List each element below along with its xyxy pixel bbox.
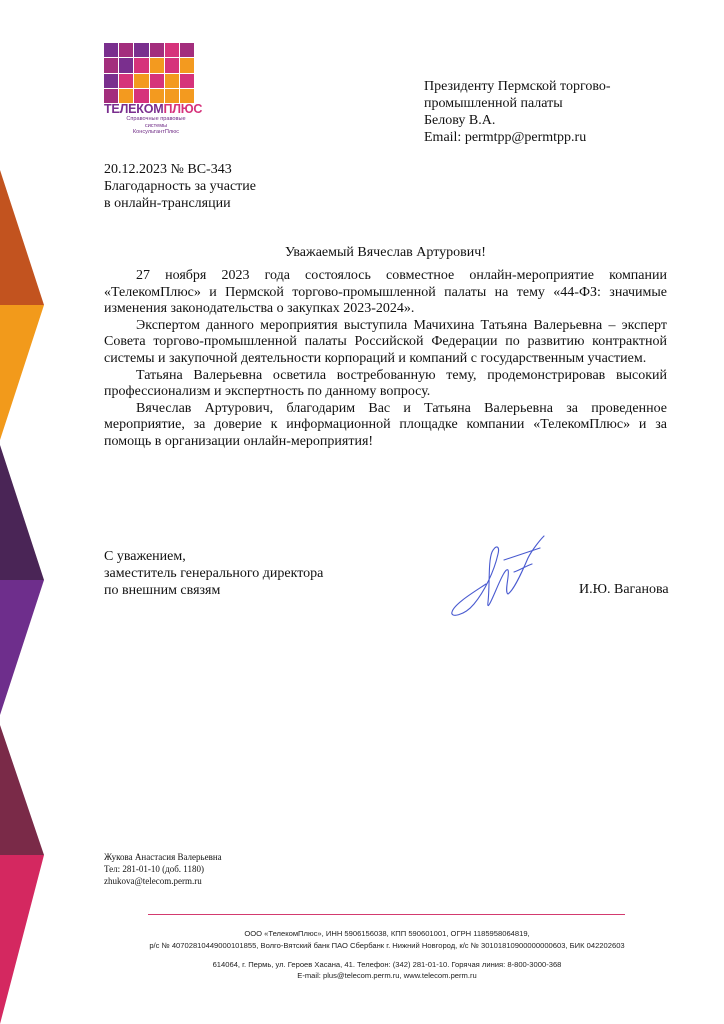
signoff-position: заместитель генерального директора — [104, 566, 324, 581]
handwritten-signature — [444, 532, 556, 622]
contact-phone: Тел: 281-01-10 (доб. 1180) — [104, 864, 204, 874]
letter-body — [104, 268, 667, 451]
contact-email: zhukova@telecom.perm.ru — [104, 876, 202, 886]
addressee-line3: Белову В.А. — [424, 113, 496, 128]
logo-tagline-line1: Справочные правовые системы — [126, 116, 186, 129]
body-paragraph-3: Татьяна Валерьевна осветила востребованную тему, продемонстрировав высокий профессионализм и экспертность по данному вопросу. — [104, 367, 667, 400]
logo-name-part2: ПЛЮС — [163, 102, 203, 116]
band-segment-orange — [0, 305, 44, 440]
contact-person — [104, 851, 222, 887]
greeting: Уважаемый Вячеслав Артурович! — [285, 245, 486, 260]
logo-tagline — [116, 116, 196, 136]
addressee-email: Email: permtpp@permtpp.ru — [424, 130, 587, 145]
signoff-regards: С уважением, — [104, 549, 186, 564]
decorative-side-band — [0, 0, 44, 1024]
logo-tagline-line2: КонсультантПлюс — [132, 129, 180, 136]
body-paragraph-4: Вячеслав Артурович, благодарим Вас и Татьяна Валерьевна за проведенное мероприятие, за доверие к информационной площадке компании «ТелекомПлюс» и за помощь в организации онлайн-мероприятия! — [104, 400, 667, 449]
company-logo-name — [104, 102, 202, 116]
logo-name-part1: ТЕЛЕКОМ — [104, 102, 164, 116]
band-segment-pink — [0, 855, 44, 1024]
footer-bank-details: р/с № 40702810449000101855, Волго-Вятский банк ПАО Сбербанк г. Нижний Новгород, к/с № 30101810900000000603, БИК 042202603 — [149, 940, 625, 950]
addressee-block — [424, 78, 611, 146]
letter-date-number: 20.12.2023 № ВС-343 — [104, 162, 232, 177]
footer-company-ids: ООО «ТелекомПлюс», ИНН 5906156038, КПП 590601001, ОГРН 1185958064819, — [244, 929, 530, 938]
band-segment-purple-dark — [0, 445, 44, 580]
signoff-block — [104, 548, 323, 599]
footer-address: 614064, г. Пермь, ул. Героев Хасана, 41. Телефон: (342) 281-01-10. Горячая линия: 8-800-3000-368 — [212, 959, 562, 969]
addressee-line1: Президенту Пермской торгово- — [424, 79, 611, 94]
signatory-name: И.Ю. Ваганова — [579, 582, 669, 597]
letter-subject-line2: в онлайн-трансляции — [104, 196, 231, 211]
body-paragraph-1: 27 ноября 2023 года состоялось совместное онлайн-мероприятие компании «ТелекомПлюс» и Пермской торгово-промышленной палаты на тему «44-ФЗ: значимые изменения законодательства о закупках 2023-2024». — [104, 268, 667, 317]
band-segment-purple — [0, 580, 44, 715]
letter-subject-line1: Благодарность за участие — [104, 179, 256, 194]
body-paragraph-2: Экспертом данного мероприятия выступила Мачихина Татьяна Валерьевна – эксперт Совета торгово-промышленной палаты Российской Федерации по развитию контрактной системы и закупочной деятельности корпораций и компаний с государственным участием. — [104, 317, 667, 366]
band-segment-burgundy — [0, 725, 44, 855]
contact-name: Жукова Анастасия Валерьевна — [104, 852, 222, 862]
footer-web-email: E-mail: plus@telecom.perm.ru, www.telecom.perm.ru — [297, 971, 477, 981]
band-segment-orange-dark — [0, 170, 44, 305]
addressee-line2: промышленной палаты — [424, 96, 563, 111]
footer-requisites — [84, 928, 690, 982]
footer-divider — [148, 914, 625, 915]
signoff-department: по внешним связям — [104, 583, 221, 598]
letter-meta — [104, 161, 256, 212]
logo-mosaic — [104, 43, 194, 103]
